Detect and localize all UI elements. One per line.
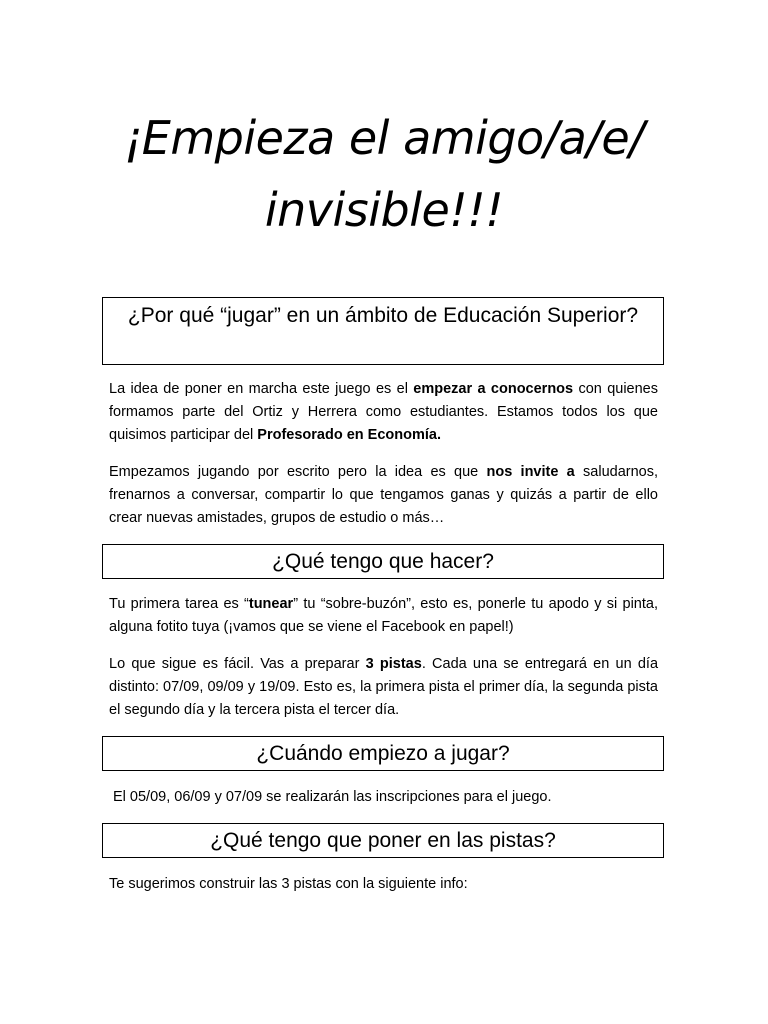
paragraph-text: saludarnos, frenarnos a conversar, compartir lo que tengamos ganas y quizás a partir de ello crear nuevas amistades, grupos de estudio o más…	[109, 464, 658, 526]
paragraph-bold-text: Profesorado en Economía.	[257, 427, 442, 443]
section-heading-clue-content: ¿Qué tengo que poner en las pistas?	[102, 823, 664, 858]
section-heading-when-start: ¿Cuándo empiezo a jugar?	[102, 736, 664, 771]
paragraph-purpose	[109, 461, 658, 530]
page-title-line-1: ¡Empieza el amigo/a/e/	[123, 111, 645, 165]
page-title-line-2: invisible!!!	[264, 183, 504, 237]
paragraph-text: con quienes formamos parte del Ortiz y Herrera como estudiantes. Estamos todos los que quisimos participar del	[109, 381, 658, 443]
paragraph-suggestion: Te sugerimos construir las 3 pistas con la siguiente info:	[109, 876, 468, 892]
paragraph-bold-text: empezar a conocernos	[413, 381, 574, 397]
paragraph-bold-text: nos invite a	[486, 464, 575, 480]
section-heading-why-play: ¿Por qué “jugar” en un ámbito de Educación Superior?	[102, 297, 664, 365]
paragraph-first-task	[109, 593, 658, 639]
paragraph-intro	[109, 378, 658, 447]
paragraph-text: Tu primera tarea es “	[109, 596, 249, 612]
paragraph-clues	[109, 653, 658, 722]
paragraph-text: Empezamos jugando por escrito pero la idea es que	[109, 464, 487, 480]
paragraph-text: ” tu “sobre-buzón”, esto es, ponerle tu apodo y si pinta, alguna fotito tuya (¡vamos que se viene el Facebook en papel!)	[109, 596, 658, 635]
paragraph-text: . Cada una se entregará en un día distinto: 07/09, 09/09 y 19/09. Esto es, la primera pista el primer día, la segunda pista el segundo día y la tercera pista el tercer día.	[109, 656, 659, 718]
paragraph-registration: El 05/09, 06/09 y 07/09 se realizarán las inscripciones para el juego.	[113, 789, 552, 805]
paragraph-bold-text: tunear	[248, 596, 294, 612]
section-heading-what-to-do: ¿Qué tengo que hacer?	[102, 544, 664, 579]
page-title	[0, 102, 768, 246]
paragraph-bold-text: 3 pistas	[365, 656, 422, 672]
paragraph-text: La idea de poner en marcha este juego es el	[109, 381, 414, 397]
paragraph-text: Lo que sigue es fácil. Vas a preparar	[109, 656, 366, 672]
